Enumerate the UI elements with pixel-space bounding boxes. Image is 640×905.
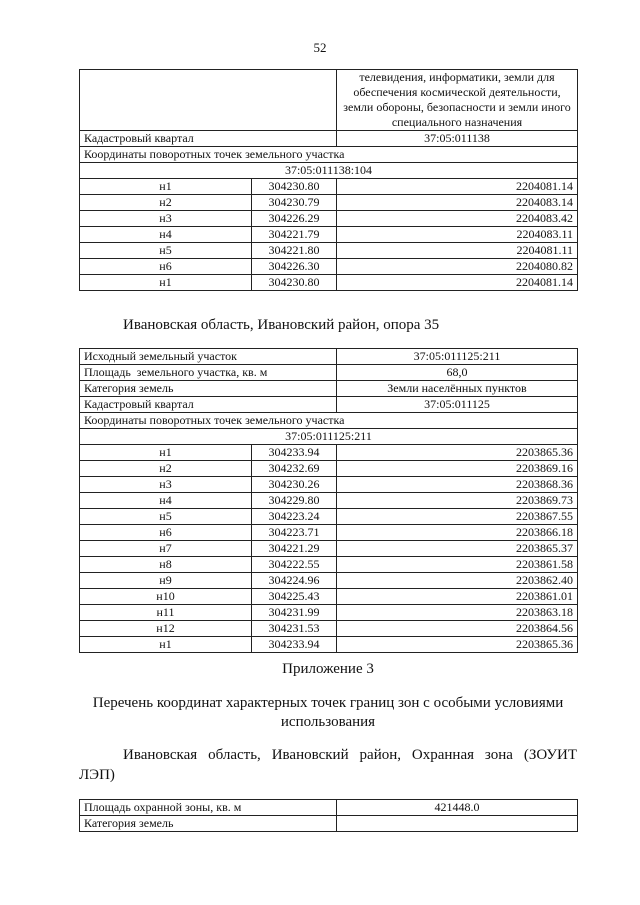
- y-coordinate: 2203862.40: [337, 573, 578, 589]
- table-row: [80, 800, 578, 816]
- point-name: н1: [80, 637, 252, 653]
- x-coordinate: 304221.29: [252, 541, 337, 557]
- x-coordinate: 304233.94: [252, 445, 337, 461]
- y-coordinate: 2203868.36: [337, 477, 578, 493]
- x-coordinate: 304226.30: [252, 259, 337, 275]
- table-row: [80, 605, 578, 621]
- coords-label: Координаты поворотных точек земельного участка: [80, 147, 578, 163]
- area-value: 68,0: [337, 365, 578, 381]
- y-coordinate: 2203866.18: [337, 525, 578, 541]
- y-coordinate: 2204083.11: [337, 227, 578, 243]
- point-name: н5: [80, 243, 252, 259]
- table-row: [80, 477, 578, 493]
- table-row: [80, 397, 578, 413]
- point-name: н1: [80, 179, 252, 195]
- table-row: [80, 243, 578, 259]
- section-heading: Ивановская область, Ивановский район, опора 35: [123, 317, 440, 333]
- area-label: Площадь земельного участка, кв. м: [80, 365, 337, 381]
- table-row: [80, 557, 578, 573]
- point-name: н4: [80, 493, 252, 509]
- x-coordinate: 304224.96: [252, 573, 337, 589]
- coordinates-table-2: [79, 348, 578, 653]
- x-coordinate: 304231.53: [252, 621, 337, 637]
- cadastral-value: 37:05:011125: [337, 397, 578, 413]
- table-row: [80, 259, 578, 275]
- point-name: н1: [80, 445, 252, 461]
- x-coordinate: 304233.94: [252, 637, 337, 653]
- table-row: [80, 429, 578, 445]
- point-name: н2: [80, 195, 252, 211]
- table-row: [80, 621, 578, 637]
- x-coordinate: 304221.80: [252, 243, 337, 259]
- point-name: н10: [80, 589, 252, 605]
- y-coordinate: 2203865.36: [337, 637, 578, 653]
- point-name: н1: [80, 275, 252, 291]
- x-coordinate: 304231.99: [252, 605, 337, 621]
- table-row: [80, 227, 578, 243]
- y-coordinate: 2203865.36: [337, 445, 578, 461]
- x-coordinate: 304230.80: [252, 179, 337, 195]
- table-row: [80, 461, 578, 477]
- x-coordinate: 304226.29: [252, 211, 337, 227]
- x-coordinate: 304230.79: [252, 195, 337, 211]
- y-coordinate: 2204083.14: [337, 195, 578, 211]
- point-name: н3: [80, 211, 252, 227]
- y-coordinate: 2204081.14: [337, 179, 578, 195]
- y-coordinate: 2203861.01: [337, 589, 578, 605]
- coords-label: Координаты поворотных точек земельного участка: [80, 413, 578, 429]
- x-coordinate: 304230.80: [252, 275, 337, 291]
- x-coordinate: 304232.69: [252, 461, 337, 477]
- table-row: [80, 179, 578, 195]
- table-row: [80, 349, 578, 365]
- y-coordinate: 2203869.16: [337, 461, 578, 477]
- zone-category-label: Категория земель: [80, 816, 337, 832]
- x-coordinate: 304230.26: [252, 477, 337, 493]
- y-coordinate: 2203867.55: [337, 509, 578, 525]
- y-coordinate: 2204081.14: [337, 275, 578, 291]
- land-category-label: Категория земель: [80, 381, 337, 397]
- y-coordinate: 2203863.18: [337, 605, 578, 621]
- cadastral-value: 37:05:011138: [337, 131, 578, 147]
- source-parcel-label: Исходный земельный участок: [80, 349, 337, 365]
- cadastral-label: Кадастровый квартал: [80, 397, 337, 413]
- y-coordinate: 2203861.58: [337, 557, 578, 573]
- x-coordinate: 304229.80: [252, 493, 337, 509]
- x-coordinate: 304223.24: [252, 509, 337, 525]
- table-row: [80, 816, 578, 832]
- table-row: [80, 381, 578, 397]
- list-title-line-2: использования: [280, 714, 376, 730]
- cadastral-label: Кадастровый квартал: [80, 131, 337, 147]
- y-coordinate: 2203865.37: [337, 541, 578, 557]
- zone-heading-line-2: ЛЭП): [79, 767, 115, 783]
- point-name: н11: [80, 605, 252, 621]
- point-name: н7: [80, 541, 252, 557]
- point-name: н12: [80, 621, 252, 637]
- point-name: н2: [80, 461, 252, 477]
- zone-area-label: Площадь охранной зоны, кв. м: [80, 800, 337, 816]
- point-name: н4: [80, 227, 252, 243]
- table-row: [80, 195, 578, 211]
- zone-area-value: 421448.0: [337, 800, 578, 816]
- appendix-title: Приложение 3: [282, 661, 374, 677]
- table-row: [80, 365, 578, 381]
- table-row: [80, 211, 578, 227]
- point-name: н8: [80, 557, 252, 573]
- y-coordinate: 2204081.11: [337, 243, 578, 259]
- point-name: н5: [80, 509, 252, 525]
- x-coordinate: 304225.43: [252, 589, 337, 605]
- page-number: 52: [313, 40, 327, 55]
- table-row: [80, 541, 578, 557]
- table-row: [80, 493, 578, 509]
- point-name: н6: [80, 525, 252, 541]
- parcel-id: 37:05:011138:104: [80, 163, 578, 179]
- zone-category-value: [337, 816, 578, 832]
- y-coordinate: 2204080.82: [337, 259, 578, 275]
- y-coordinate: 2204083.42: [337, 211, 578, 227]
- coordinates-rows: [80, 445, 578, 653]
- x-coordinate: 304222.55: [252, 557, 337, 573]
- source-parcel-value: 37:05:011125:211: [337, 349, 578, 365]
- point-name: н9: [80, 573, 252, 589]
- table-row: [80, 413, 578, 429]
- y-coordinate: 2203864.56: [337, 621, 578, 637]
- parcel-id: 37:05:011125:211: [80, 429, 578, 445]
- y-coordinate: 2203869.73: [337, 493, 578, 509]
- table-row: [80, 525, 578, 541]
- point-name: н6: [80, 259, 252, 275]
- table-row: [80, 70, 578, 131]
- table-row: [80, 509, 578, 525]
- x-coordinate: 304223.71: [252, 525, 337, 541]
- coordinates-rows: [80, 179, 578, 291]
- empty-cell: [80, 70, 337, 131]
- table-row: [80, 573, 578, 589]
- land-category-value: Земли населённых пунктов: [337, 381, 578, 397]
- point-name: н3: [80, 477, 252, 493]
- table-row: [80, 637, 578, 653]
- table-row: [80, 445, 578, 461]
- table-row: [80, 589, 578, 605]
- land-category-continuation: телевидения, информатики, земли для обеспечения космической деятельности, земли обороны, безопасности и земли иного специального назначения: [337, 70, 578, 131]
- coordinates-table-1: [79, 69, 578, 291]
- zone-table: [79, 799, 578, 832]
- table-row: [80, 131, 578, 147]
- x-coordinate: 304221.79: [252, 227, 337, 243]
- table-row: [80, 147, 578, 163]
- list-title-line-1: Перечень координат характерных точек границ зон с особыми условиями: [92, 695, 564, 711]
- table-row: [80, 163, 578, 179]
- table-row: [80, 275, 578, 291]
- zone-heading-line-1: Ивановская область, Ивановский район, Охранная зона (ЗОУИТ: [123, 747, 577, 763]
